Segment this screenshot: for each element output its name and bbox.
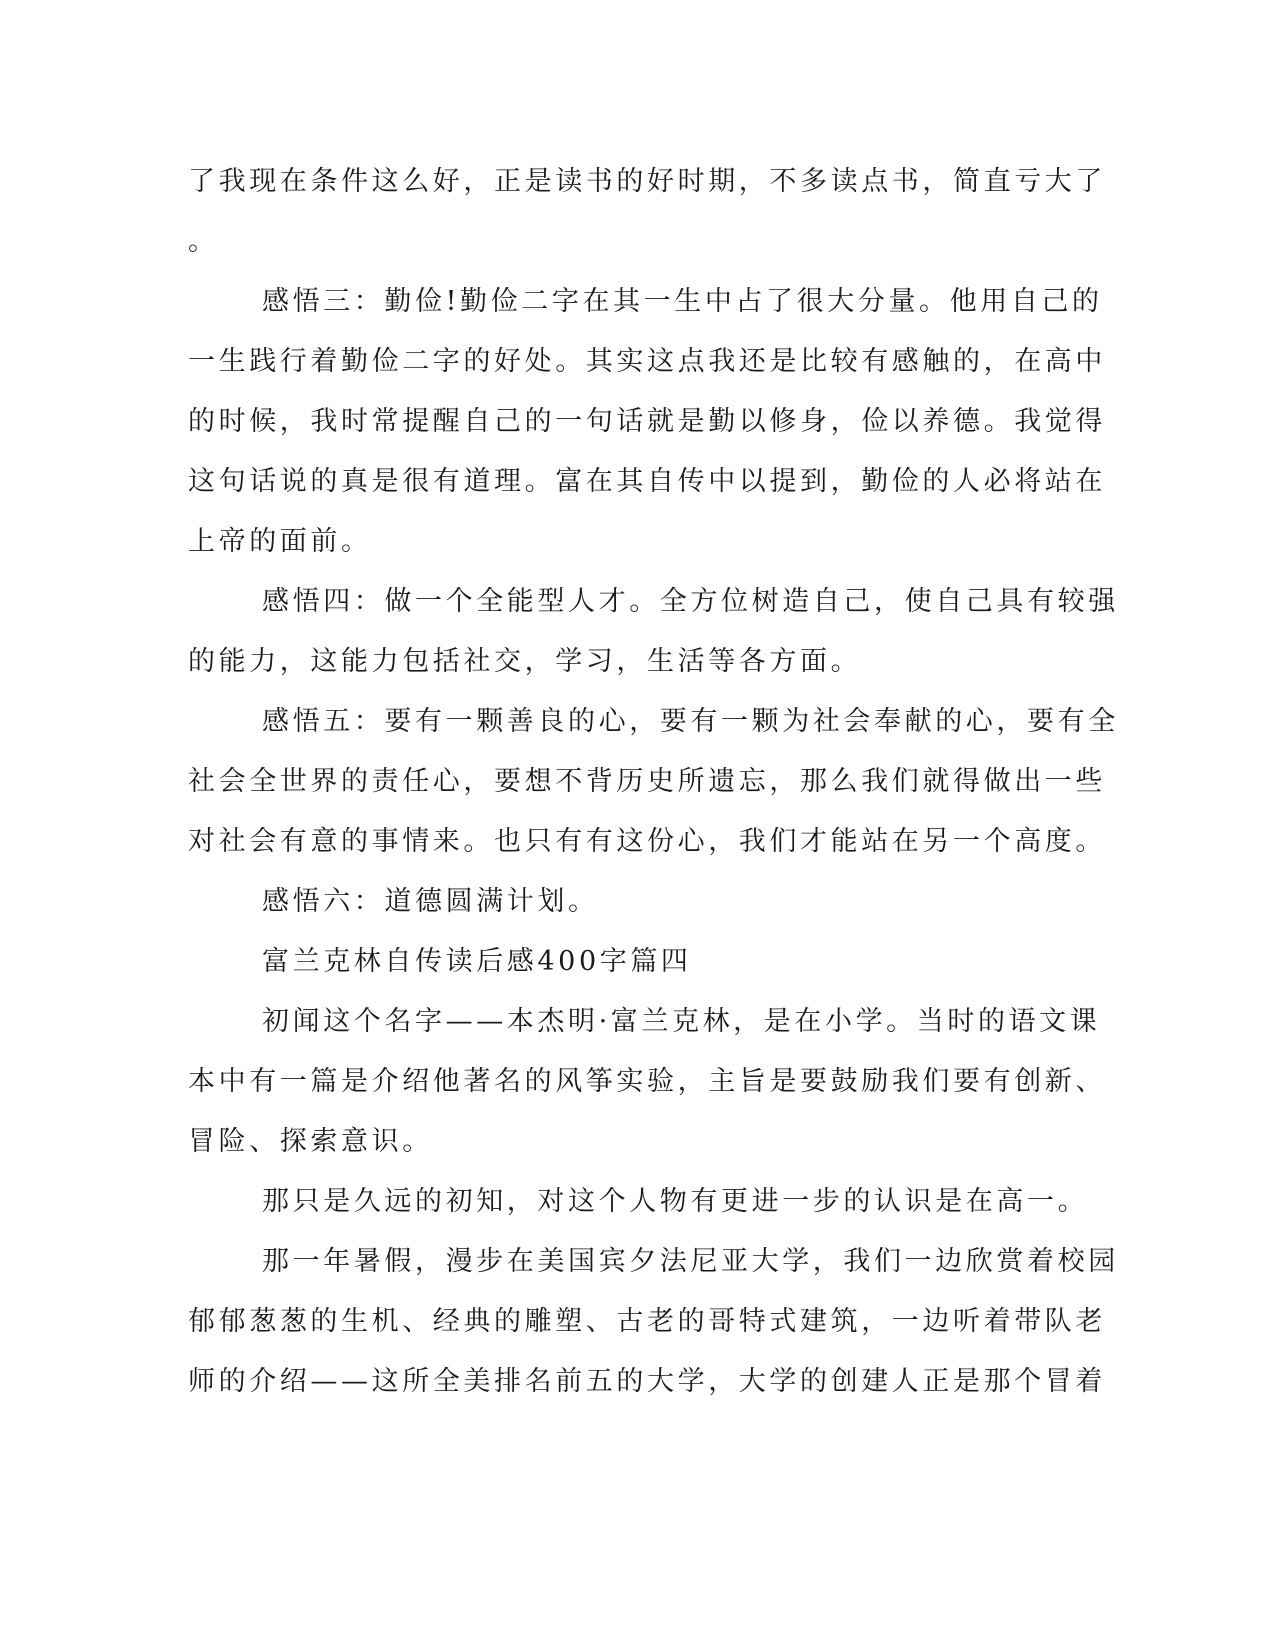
text-line: 社会全世界的责任心，要想不背历史所遗忘，那么我们就得做出一些	[188, 766, 1106, 797]
text-line: 一生践行着勤俭二字的好处。其实这点我还是比较有感触的，在高中	[188, 346, 1106, 377]
paragraph-start-line: 感悟六：道德圆满计划。	[262, 886, 599, 917]
text-line: 上帝的面前。	[188, 526, 372, 557]
text-line: 的能力，这能力包括社交，学习，生活等各方面。	[188, 646, 862, 677]
paragraph-start-line: 感悟五：要有一颗善良的心，要有一颗为社会奉献的心，要有全	[262, 706, 1119, 737]
text-line: 师的介绍——这所全美排名前五的大学，大学的创建人正是那个冒着	[188, 1366, 1106, 1397]
text-line: 本中有一篇是介绍他著名的风筝实验，主旨是要鼓励我们要有创新、	[188, 1066, 1106, 1097]
paragraph-start-line: 感悟四：做一个全能型人才。全方位树造自己，使自己具有较强	[262, 586, 1119, 617]
paragraph-start-line: 那只是久远的初知，对这个人物有更进一步的认识是在高一。	[262, 1186, 1089, 1217]
text-line: 郁郁葱葱的生机、经典的雕塑、古老的哥特式建筑，一边听着带队老	[188, 1306, 1106, 1337]
paragraph-start-line: 感悟三：勤俭!勤俭二字在其一生中占了很大分量。他用自己的	[262, 286, 1103, 317]
text-line: 这句话说的真是很有道理。富在其自传中以提到，勤俭的人必将站在	[188, 466, 1106, 497]
text-line: 。	[188, 226, 219, 257]
paragraph-start-line: 那一年暑假，漫步在美国宾夕法尼亚大学，我们一边欣赏着校园	[262, 1246, 1119, 1277]
text-line: 对社会有意的事情来。也只有有这份心，我们才能站在另一个高度。	[188, 826, 1106, 857]
text-line: 的时候，我时常提醒自己的一句话就是勤以修身，俭以养德。我觉得	[188, 406, 1106, 437]
section-heading: 富兰克林自传读后感400字篇四	[262, 946, 692, 977]
paragraph-start-line: 初闻这个名字——本杰明·富兰克林，是在小学。当时的语文课	[262, 1006, 1101, 1037]
text-line: 冒险、探索意识。	[188, 1126, 433, 1157]
text-line: 了我现在条件这么好，正是读书的好时期，不多读点书，简直亏大了	[188, 166, 1106, 197]
